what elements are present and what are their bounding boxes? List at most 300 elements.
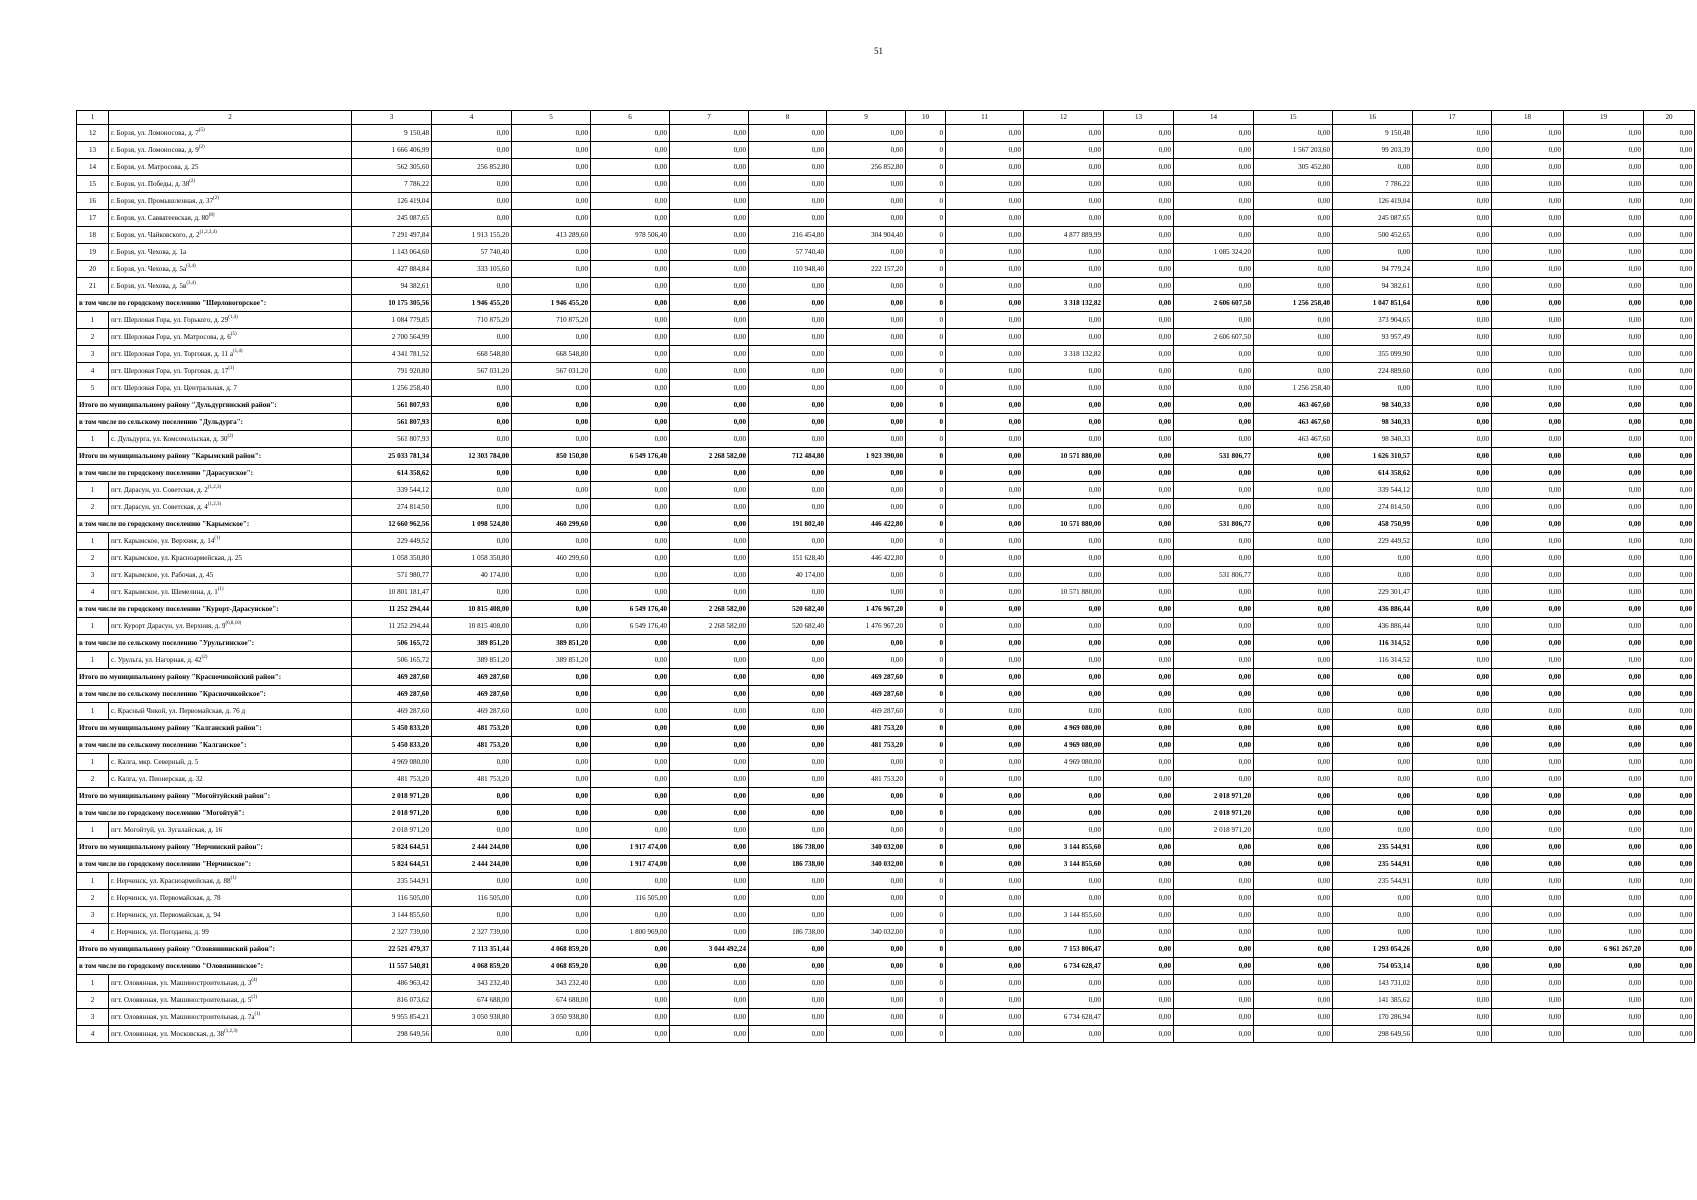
row-number: 1 xyxy=(77,618,109,635)
value-cell: 0,00 xyxy=(432,499,512,516)
address-text: пгт. Шерловая Гора, ул. Матросова, д. 6 xyxy=(111,333,231,341)
value-cell: 2 018 971,20 xyxy=(1174,822,1254,839)
value-cell: 0,00 xyxy=(1413,295,1492,312)
value-cell: 0,00 xyxy=(1254,499,1333,516)
value-cell: 0,00 xyxy=(1024,975,1104,992)
value-cell: 0,00 xyxy=(512,618,591,635)
value-cell: 0,00 xyxy=(1564,499,1644,516)
value-cell: 0,00 xyxy=(432,329,512,346)
value-cell: 0,00 xyxy=(1492,499,1564,516)
value-cell: 0,00 xyxy=(1104,159,1174,176)
value-cell: 4 068 859,20 xyxy=(512,941,591,958)
value-cell: 0,00 xyxy=(1254,856,1333,873)
value-cell: 0,00 xyxy=(946,975,1024,992)
value-cell: 710 875,20 xyxy=(512,312,591,329)
column-number-cell: 1 xyxy=(77,111,109,125)
value-cell: 245 087,65 xyxy=(352,210,432,227)
value-cell: 0,00 xyxy=(512,380,591,397)
value-cell: 0,00 xyxy=(1413,771,1492,788)
value-cell: 0,00 xyxy=(512,890,591,907)
value-cell: 0,00 xyxy=(749,873,827,890)
address-cell xyxy=(109,584,352,601)
address-text: г. Борзя, ул. Чехова, д. 5а xyxy=(111,265,187,273)
value-cell: 0,00 xyxy=(749,533,827,550)
column-number-cell: 19 xyxy=(1564,111,1644,125)
value-cell: 0,00 xyxy=(749,958,827,975)
value-cell: 151 628,40 xyxy=(749,550,827,567)
value-cell: 469 287,60 xyxy=(432,669,512,686)
value-cell: 427 884,84 xyxy=(352,261,432,278)
value-cell: 0,00 xyxy=(1174,499,1254,516)
value-cell: 0,00 xyxy=(827,805,906,822)
value-cell: 9 150,48 xyxy=(1333,125,1413,142)
value-cell: 0,00 xyxy=(1104,397,1174,414)
value-cell: 506 165,72 xyxy=(352,635,432,652)
address-row xyxy=(77,890,1695,907)
value-cell: 0,00 xyxy=(1104,380,1174,397)
footnote-marker: (2) xyxy=(189,179,196,184)
row-number: 19 xyxy=(77,244,109,261)
value-cell: 304 904,40 xyxy=(827,227,906,244)
value-cell: 561 807,93 xyxy=(352,397,432,414)
subtotal-label: Итого по муниципальному району "Дульдургинский район": xyxy=(77,397,352,414)
value-cell: 469 287,60 xyxy=(352,669,432,686)
value-cell: 0,00 xyxy=(749,210,827,227)
value-cell: 0,00 xyxy=(1174,431,1254,448)
value-cell: 0,00 xyxy=(1333,669,1413,686)
value-cell: 235 544,91 xyxy=(1333,839,1413,856)
value-cell: 0,00 xyxy=(1254,924,1333,941)
value-cell: 0,00 xyxy=(946,380,1024,397)
value-cell: 1 923 390,00 xyxy=(827,448,906,465)
value-cell: 0,00 xyxy=(1024,380,1104,397)
address-text: пгт. Дарасун, ул. Советская, д. 2 xyxy=(111,486,208,494)
value-cell: 0,00 xyxy=(1104,278,1174,295)
address-text: пгт. Шерловая Гора, ул. Торговая, д. 17 xyxy=(111,367,229,375)
value-cell: 0,00 xyxy=(827,567,906,584)
value-cell: 0,00 xyxy=(512,1026,591,1043)
value-cell: 0 xyxy=(906,380,946,397)
value-cell: 0,00 xyxy=(1492,924,1564,941)
value-cell: 0,00 xyxy=(946,550,1024,567)
value-cell: 0,00 xyxy=(946,992,1024,1009)
value-cell: 229 449,52 xyxy=(352,533,432,550)
address-text: г. Нерчинск, ул. Погодаева, д. 99 xyxy=(111,928,209,936)
value-cell: 0,00 xyxy=(670,958,749,975)
value-cell: 0,00 xyxy=(1104,669,1174,686)
value-cell: 0,00 xyxy=(1174,414,1254,431)
value-cell: 0,00 xyxy=(1333,890,1413,907)
subtotal-row xyxy=(77,720,1695,737)
value-cell: 0 xyxy=(906,414,946,431)
value-cell: 0,00 xyxy=(1644,924,1695,941)
value-cell: 0,00 xyxy=(1413,193,1492,210)
value-cell: 0,00 xyxy=(432,482,512,499)
value-cell: 0 xyxy=(906,448,946,465)
value-cell: 0,00 xyxy=(1104,244,1174,261)
value-cell: 0,00 xyxy=(1644,567,1695,584)
value-cell: 0,00 xyxy=(1564,584,1644,601)
value-cell: 0,00 xyxy=(512,737,591,754)
value-cell: 0,00 xyxy=(1104,941,1174,958)
value-cell: 0,00 xyxy=(1564,788,1644,805)
value-cell: 0,00 xyxy=(432,1026,512,1043)
value-cell: 0,00 xyxy=(512,431,591,448)
value-cell: 2 018 971,20 xyxy=(352,805,432,822)
value-cell: 463 467,60 xyxy=(1254,397,1333,414)
address-cell xyxy=(109,261,352,278)
column-number-cell: 6 xyxy=(591,111,670,125)
value-cell: 0,00 xyxy=(591,244,670,261)
value-cell: 0,00 xyxy=(1644,771,1695,788)
value-cell: 0,00 xyxy=(1564,958,1644,975)
value-cell: 141 385,62 xyxy=(1333,992,1413,1009)
value-cell: 0,00 xyxy=(512,533,591,550)
value-cell: 1 476 967,20 xyxy=(827,618,906,635)
page-number: 51 xyxy=(874,46,883,56)
value-cell: 0,00 xyxy=(1564,533,1644,550)
value-cell: 0,00 xyxy=(1104,856,1174,873)
address-text: г. Нерчинск, ул. Первомайская, д. 78 xyxy=(111,894,221,902)
address-cell xyxy=(109,125,352,142)
address-row xyxy=(77,431,1695,448)
value-cell: 0,00 xyxy=(1413,414,1492,431)
subtotal-row xyxy=(77,941,1695,958)
value-cell: 0,00 xyxy=(1564,635,1644,652)
value-cell: 460 299,60 xyxy=(512,550,591,567)
row-number: 1 xyxy=(77,822,109,839)
address-cell xyxy=(109,907,352,924)
value-cell: 754 053,14 xyxy=(1333,958,1413,975)
value-cell: 0,00 xyxy=(1024,465,1104,482)
value-cell: 0,00 xyxy=(1174,176,1254,193)
row-number: 3 xyxy=(77,346,109,363)
value-cell: 0 xyxy=(906,686,946,703)
value-cell: 463 467,60 xyxy=(1254,414,1333,431)
footnote-marker: (1,2,3) xyxy=(207,502,222,507)
value-cell: 25 033 781,34 xyxy=(352,448,432,465)
value-cell: 0,00 xyxy=(827,312,906,329)
value-cell: 0,00 xyxy=(946,1009,1024,1026)
value-cell: 0,00 xyxy=(1492,584,1564,601)
value-cell: 0,00 xyxy=(1644,125,1695,142)
value-cell: 0,00 xyxy=(591,686,670,703)
value-cell: 0 xyxy=(906,788,946,805)
value-cell: 0,00 xyxy=(749,584,827,601)
address-row xyxy=(77,244,1695,261)
value-cell: 4 969 080,00 xyxy=(352,754,432,771)
column-number-cell: 8 xyxy=(749,111,827,125)
value-cell: 0,00 xyxy=(670,720,749,737)
value-cell: 0,00 xyxy=(1492,227,1564,244)
value-cell: 0,00 xyxy=(1492,431,1564,448)
value-cell: 0,00 xyxy=(432,584,512,601)
value-cell: 561 807,93 xyxy=(352,431,432,448)
value-cell: 0,00 xyxy=(1564,686,1644,703)
value-cell: 0,00 xyxy=(1174,635,1254,652)
value-cell: 0,00 xyxy=(1104,737,1174,754)
address-cell xyxy=(109,550,352,567)
value-cell: 0,00 xyxy=(1104,414,1174,431)
value-cell: 710 875,20 xyxy=(432,312,512,329)
column-number-cell: 18 xyxy=(1492,111,1564,125)
value-cell: 0,00 xyxy=(1564,176,1644,193)
value-cell: 0,00 xyxy=(1564,210,1644,227)
value-cell: 0,00 xyxy=(946,567,1024,584)
value-cell: 0,00 xyxy=(749,686,827,703)
value-cell: 0,00 xyxy=(1644,227,1695,244)
value-cell: 0,00 xyxy=(1564,567,1644,584)
value-cell: 0,00 xyxy=(1104,533,1174,550)
address-cell xyxy=(109,873,352,890)
value-cell: 0,00 xyxy=(591,703,670,720)
subtotal-label: в том числе по городскому поселению "Оловяннинское": xyxy=(77,958,352,975)
subtotal-row xyxy=(77,397,1695,414)
value-cell: 0,00 xyxy=(1492,210,1564,227)
value-cell: 10 815 408,00 xyxy=(432,601,512,618)
value-cell: 1 256 258,40 xyxy=(1254,380,1333,397)
value-cell: 0,00 xyxy=(1104,499,1174,516)
value-cell: 0,00 xyxy=(432,414,512,431)
subtotal-row xyxy=(77,465,1695,482)
value-cell: 1 047 851,64 xyxy=(1333,295,1413,312)
value-cell: 0,00 xyxy=(512,754,591,771)
value-cell: 0,00 xyxy=(1254,227,1333,244)
subtotal-row xyxy=(77,414,1695,431)
value-cell: 10 815 408,00 xyxy=(432,618,512,635)
address-row xyxy=(77,584,1695,601)
value-cell: 0,00 xyxy=(1413,142,1492,159)
value-cell: 0,00 xyxy=(591,193,670,210)
value-cell: 0 xyxy=(906,295,946,312)
value-cell: 0,00 xyxy=(1104,958,1174,975)
value-cell: 0,00 xyxy=(591,414,670,431)
value-cell: 0,00 xyxy=(1564,482,1644,499)
address-cell xyxy=(109,312,352,329)
value-cell: 0,00 xyxy=(1104,295,1174,312)
value-cell: 0,00 xyxy=(512,822,591,839)
value-cell: 0,00 xyxy=(1564,159,1644,176)
value-cell: 0,00 xyxy=(670,499,749,516)
value-cell: 0,00 xyxy=(827,414,906,431)
value-cell: 0,00 xyxy=(946,414,1024,431)
value-cell: 0,00 xyxy=(1333,907,1413,924)
value-cell: 0,00 xyxy=(1413,329,1492,346)
value-cell: 0,00 xyxy=(1104,142,1174,159)
value-cell: 469 287,60 xyxy=(352,703,432,720)
row-number: 2 xyxy=(77,890,109,907)
value-cell: 0,00 xyxy=(512,499,591,516)
footnote-marker: (2) xyxy=(213,196,219,201)
subtotal-row xyxy=(77,295,1695,312)
value-cell: 0,00 xyxy=(827,499,906,516)
value-cell: 5 450 833,20 xyxy=(352,720,432,737)
value-cell: 0,00 xyxy=(591,635,670,652)
value-cell: 614 358,62 xyxy=(1333,465,1413,482)
value-cell: 0,00 xyxy=(1174,839,1254,856)
value-cell: 0,00 xyxy=(749,703,827,720)
value-cell: 0,00 xyxy=(1564,1009,1644,1026)
value-cell: 0,00 xyxy=(1333,703,1413,720)
value-cell: 481 753,20 xyxy=(827,720,906,737)
value-cell: 0,00 xyxy=(1024,601,1104,618)
value-cell: 0,00 xyxy=(1644,363,1695,380)
value-cell: 0,00 xyxy=(1104,329,1174,346)
value-cell: 0,00 xyxy=(1104,227,1174,244)
value-cell: 0,00 xyxy=(1174,924,1254,941)
address-cell xyxy=(109,652,352,669)
value-cell: 0,00 xyxy=(1564,856,1644,873)
value-cell: 0,00 xyxy=(1644,482,1695,499)
value-cell: 11 557 540,81 xyxy=(352,958,432,975)
value-cell: 0,00 xyxy=(1104,720,1174,737)
value-cell: 1 058 350,80 xyxy=(432,550,512,567)
value-cell: 0,00 xyxy=(1564,550,1644,567)
column-number-header-row xyxy=(77,111,1695,125)
value-cell: 0,00 xyxy=(1644,533,1695,550)
value-cell: 0,00 xyxy=(432,822,512,839)
value-cell: 0 xyxy=(906,278,946,295)
address-row xyxy=(77,822,1695,839)
footnote-marker: (6,8,10) xyxy=(225,621,242,626)
column-number-cell: 13 xyxy=(1104,111,1174,125)
value-cell: 389 851,20 xyxy=(512,635,591,652)
value-cell: 373 904,65 xyxy=(1333,312,1413,329)
column-number-cell: 3 xyxy=(352,111,432,125)
value-cell: 0,00 xyxy=(1333,720,1413,737)
value-cell: 0,00 xyxy=(512,176,591,193)
subtotal-label: Итого по муниципальному району "Оловяннинский район": xyxy=(77,941,352,958)
value-cell: 0,00 xyxy=(1492,652,1564,669)
value-cell: 274 814,50 xyxy=(352,499,432,516)
value-cell: 0,00 xyxy=(1564,1026,1644,1043)
value-cell: 0,00 xyxy=(1254,618,1333,635)
address-row xyxy=(77,312,1695,329)
value-cell: 0 xyxy=(906,873,946,890)
value-cell: 0,00 xyxy=(1104,431,1174,448)
value-cell: 0,00 xyxy=(1254,635,1333,652)
value-cell: 3 318 132,82 xyxy=(1024,295,1104,312)
address-text: пгт. Карымское, ул. Шемелина, д. 1 xyxy=(111,588,218,596)
value-cell: 0,00 xyxy=(827,142,906,159)
value-cell: 0,00 xyxy=(670,363,749,380)
table-body xyxy=(77,111,1695,1043)
address-text: г. Борзя, ул. Промышленная, д. 37 xyxy=(111,197,214,205)
value-cell: 0,00 xyxy=(1644,465,1695,482)
address-cell xyxy=(109,431,352,448)
value-cell: 0,00 xyxy=(1492,975,1564,992)
value-cell: 0,00 xyxy=(670,873,749,890)
value-cell: 0,00 xyxy=(432,193,512,210)
row-number: 2 xyxy=(77,329,109,346)
value-cell: 40 174,00 xyxy=(432,567,512,584)
address-row xyxy=(77,125,1695,142)
value-cell: 0,00 xyxy=(670,635,749,652)
value-cell: 0,00 xyxy=(512,567,591,584)
value-cell: 0,00 xyxy=(827,397,906,414)
value-cell: 436 886,44 xyxy=(1333,618,1413,635)
value-cell: 0,00 xyxy=(432,210,512,227)
value-cell: 0,00 xyxy=(1564,703,1644,720)
value-cell: 0,00 xyxy=(512,805,591,822)
value-cell: 0,00 xyxy=(1492,312,1564,329)
value-cell: 520 682,40 xyxy=(749,601,827,618)
row-number: 20 xyxy=(77,261,109,278)
value-cell: 0,00 xyxy=(1644,907,1695,924)
value-cell: 0,00 xyxy=(591,788,670,805)
subtotal-row xyxy=(77,788,1695,805)
value-cell: 0,00 xyxy=(1024,210,1104,227)
footnote-marker: (2) xyxy=(227,434,234,439)
row-number: 3 xyxy=(77,1009,109,1026)
value-cell: 0,00 xyxy=(1024,533,1104,550)
value-cell: 0,00 xyxy=(1413,244,1492,261)
value-cell: 0,00 xyxy=(1254,805,1333,822)
value-cell: 0,00 xyxy=(1254,533,1333,550)
value-cell: 7 113 351,44 xyxy=(432,941,512,958)
value-cell: 0,00 xyxy=(827,431,906,448)
address-row xyxy=(77,975,1695,992)
value-cell: 0,00 xyxy=(1492,907,1564,924)
address-text: г. Борзя, ул. Чехова, д. 5в xyxy=(111,282,187,290)
address-row xyxy=(77,482,1695,499)
value-cell: 0,00 xyxy=(1104,890,1174,907)
value-cell: 531 806,77 xyxy=(1174,567,1254,584)
value-cell: 10 175 305,56 xyxy=(352,295,432,312)
address-text: г. Борзя, ул. Матросова, д. 25 xyxy=(111,163,199,171)
value-cell: 94 382,61 xyxy=(352,278,432,295)
value-cell: 0,00 xyxy=(1174,533,1254,550)
value-cell: 0,00 xyxy=(670,669,749,686)
row-number: 12 xyxy=(77,125,109,142)
value-cell: 0,00 xyxy=(1333,788,1413,805)
value-cell: 446 422,80 xyxy=(827,516,906,533)
value-cell: 0,00 xyxy=(512,788,591,805)
value-cell: 0,00 xyxy=(512,482,591,499)
value-cell: 0,00 xyxy=(1492,635,1564,652)
value-cell: 0 xyxy=(906,958,946,975)
value-cell: 0,00 xyxy=(749,125,827,142)
row-number: 21 xyxy=(77,278,109,295)
value-cell: 460 299,60 xyxy=(512,516,591,533)
value-cell: 481 753,20 xyxy=(352,771,432,788)
value-cell: 0,00 xyxy=(1413,227,1492,244)
value-cell: 0,00 xyxy=(946,465,1024,482)
value-cell: 0,00 xyxy=(1413,516,1492,533)
value-cell: 0,00 xyxy=(512,856,591,873)
value-cell: 0,00 xyxy=(946,278,1024,295)
value-cell: 12 303 784,00 xyxy=(432,448,512,465)
value-cell: 2 018 971,20 xyxy=(1174,805,1254,822)
subtotal-label: Итого по муниципальному району "Карымский район": xyxy=(77,448,352,465)
address-text: пгт. Шерловая Гора, ул. Торговая, д. 11 а xyxy=(111,350,233,358)
value-cell: 0,00 xyxy=(1254,482,1333,499)
subtotal-label: в том числе по городскому поселению "Дарасунское": xyxy=(77,465,352,482)
value-cell: 0,00 xyxy=(946,431,1024,448)
address-text: пгт. Карымское, ул. Верхняя, д. 14 xyxy=(111,537,215,545)
value-cell: 0,00 xyxy=(1174,227,1254,244)
value-cell: 0 xyxy=(906,805,946,822)
value-cell: 0,00 xyxy=(591,125,670,142)
value-cell: 0,00 xyxy=(1174,312,1254,329)
value-cell: 389 851,20 xyxy=(432,635,512,652)
value-cell: 340 032,00 xyxy=(827,856,906,873)
column-number-cell: 11 xyxy=(946,111,1024,125)
value-cell: 0,00 xyxy=(946,295,1024,312)
value-cell: 0,00 xyxy=(591,992,670,1009)
address-cell xyxy=(109,210,352,227)
row-number: 2 xyxy=(77,771,109,788)
